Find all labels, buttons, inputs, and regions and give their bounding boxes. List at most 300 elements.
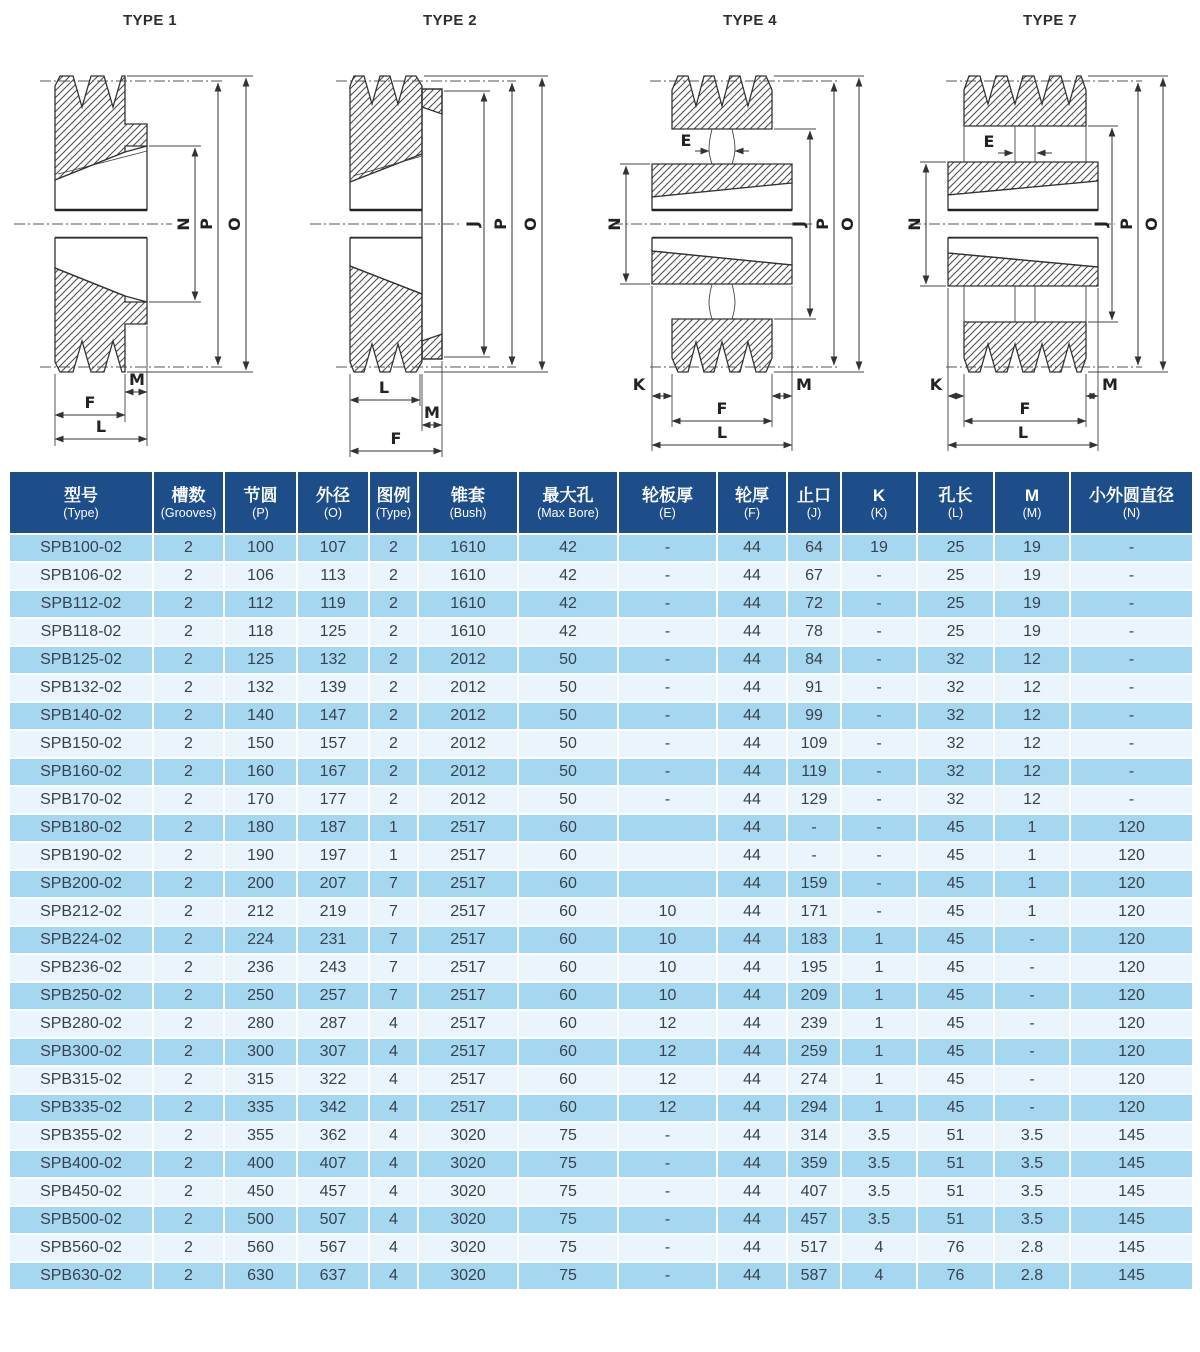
table-cell: 1 xyxy=(841,954,917,982)
table-cell: 160 xyxy=(224,758,297,786)
table-row xyxy=(9,1206,1193,1234)
table-cell: 3.5 xyxy=(994,1150,1070,1178)
table-cell: 45 xyxy=(917,1066,994,1094)
figure-type-2 xyxy=(300,8,600,470)
table-cell: 45 xyxy=(917,1010,994,1038)
column-header: M (M) xyxy=(994,471,1070,534)
table-cell: 4 xyxy=(841,1262,917,1290)
table-cell: SPB400-02 xyxy=(9,1150,153,1178)
column-header: 槽数 (Grooves) xyxy=(153,471,224,534)
table-cell: 280 xyxy=(224,1010,297,1038)
table-cell: 3020 xyxy=(418,1262,518,1290)
table-cell: 125 xyxy=(297,618,369,646)
table-row xyxy=(9,562,1193,590)
table-cell: - xyxy=(618,562,717,590)
table-cell: 2517 xyxy=(418,1066,518,1094)
table-cell: 2 xyxy=(369,646,418,674)
table-row xyxy=(9,898,1193,926)
table-cell: 4 xyxy=(369,1262,418,1290)
table-cell: 231 xyxy=(297,926,369,954)
table-cell: 4 xyxy=(369,1178,418,1206)
table-row xyxy=(9,534,1193,562)
table-cell: 2 xyxy=(369,702,418,730)
table-cell: 44 xyxy=(717,842,787,870)
dim-label-J: J xyxy=(463,221,482,227)
table-cell: 4 xyxy=(369,1150,418,1178)
table-cell: 1 xyxy=(994,870,1070,898)
table-row xyxy=(9,1010,1193,1038)
table-cell: 212 xyxy=(224,898,297,926)
table-cell: 12 xyxy=(618,1010,717,1038)
table-cell: 44 xyxy=(717,786,787,814)
table-cell: SPB300-02 xyxy=(9,1038,153,1066)
table-cell: - xyxy=(618,758,717,786)
table-cell: - xyxy=(841,646,917,674)
table-cell: 75 xyxy=(518,1178,618,1206)
table-cell: 2 xyxy=(153,534,224,562)
table-cell: 207 xyxy=(297,870,369,898)
table-cell: 1 xyxy=(841,982,917,1010)
table-cell: - xyxy=(618,702,717,730)
table-cell: 45 xyxy=(917,982,994,1010)
table-cell: 32 xyxy=(917,786,994,814)
table-cell: SPB200-02 xyxy=(9,870,153,898)
table-cell: 3020 xyxy=(418,1150,518,1178)
table-cell: 167 xyxy=(297,758,369,786)
table-cell: SPB560-02 xyxy=(9,1234,153,1262)
table-cell: - xyxy=(618,1234,717,1262)
table-cell: - xyxy=(1070,786,1193,814)
table-row xyxy=(9,1150,1193,1178)
table-cell: 99 xyxy=(787,702,841,730)
column-header: K (K) xyxy=(841,471,917,534)
dim-label-M: M xyxy=(424,403,440,422)
table-cell: 44 xyxy=(717,814,787,842)
table-cell: SPB100-02 xyxy=(9,534,153,562)
table-cell: 2012 xyxy=(418,758,518,786)
table-cell: 457 xyxy=(787,1206,841,1234)
table-cell: 2517 xyxy=(418,842,518,870)
table-cell: - xyxy=(618,674,717,702)
column-header: 轮板厚 (E) xyxy=(618,471,717,534)
table-cell: 120 xyxy=(1070,1094,1193,1122)
table-cell: 44 xyxy=(717,758,787,786)
table-row xyxy=(9,1066,1193,1094)
table-cell: 2 xyxy=(153,814,224,842)
table-cell: 2 xyxy=(153,702,224,730)
table-cell: 3020 xyxy=(418,1178,518,1206)
table-cell: 51 xyxy=(917,1150,994,1178)
table-cell: 25 xyxy=(917,618,994,646)
table-cell: SPB180-02 xyxy=(9,814,153,842)
table-cell: 50 xyxy=(518,758,618,786)
table-cell: 3.5 xyxy=(841,1178,917,1206)
dim-label-N: N xyxy=(905,217,924,231)
table-cell: 457 xyxy=(297,1178,369,1206)
table-cell: 2517 xyxy=(418,926,518,954)
table-cell: 560 xyxy=(224,1234,297,1262)
table-cell: 567 xyxy=(297,1234,369,1262)
figure-type-1 xyxy=(0,8,300,470)
table-cell: 3020 xyxy=(418,1234,518,1262)
table-cell: 2517 xyxy=(418,982,518,1010)
table-cell: 335 xyxy=(224,1094,297,1122)
table-cell: 119 xyxy=(787,758,841,786)
table-cell: 45 xyxy=(917,926,994,954)
table-cell: 12 xyxy=(618,1066,717,1094)
table-cell: 2 xyxy=(153,1066,224,1094)
table-cell: 145 xyxy=(1070,1178,1193,1206)
table-cell: 3.5 xyxy=(841,1122,917,1150)
table-cell: 2012 xyxy=(418,674,518,702)
table-cell: - xyxy=(841,618,917,646)
dim-label-P: P xyxy=(813,218,832,230)
table-cell: 517 xyxy=(787,1234,841,1262)
table-cell: 7 xyxy=(369,982,418,1010)
table-cell: - xyxy=(618,1206,717,1234)
table-cell: SPB280-02 xyxy=(9,1010,153,1038)
table-cell: 44 xyxy=(717,562,787,590)
table-cell: 1 xyxy=(994,842,1070,870)
table-cell: 587 xyxy=(787,1262,841,1290)
table-cell: - xyxy=(618,1150,717,1178)
table-cell: 171 xyxy=(787,898,841,926)
table-cell: 2 xyxy=(369,786,418,814)
table-row xyxy=(9,758,1193,786)
table-cell: 44 xyxy=(717,1206,787,1234)
table-cell: SPB125-02 xyxy=(9,646,153,674)
table-cell: 2 xyxy=(153,982,224,1010)
table-cell: 44 xyxy=(717,926,787,954)
table-cell: 314 xyxy=(787,1122,841,1150)
table-cell: 315 xyxy=(224,1066,297,1094)
table-cell: 25 xyxy=(917,534,994,562)
table-cell: 322 xyxy=(297,1066,369,1094)
table-cell: 1 xyxy=(841,1094,917,1122)
table-cell: 75 xyxy=(518,1234,618,1262)
table-row xyxy=(9,1038,1193,1066)
table-cell: 2 xyxy=(153,646,224,674)
table-cell: SPB170-02 xyxy=(9,786,153,814)
dim-label-O: O xyxy=(521,217,540,231)
table-cell: 100 xyxy=(224,534,297,562)
table-cell: 630 xyxy=(224,1262,297,1290)
figure-type-7 xyxy=(900,8,1200,470)
table-cell: 3020 xyxy=(418,1122,518,1150)
table-row xyxy=(9,982,1193,1010)
table-cell: 50 xyxy=(518,674,618,702)
table-cell: 3.5 xyxy=(994,1206,1070,1234)
table-cell: 2517 xyxy=(418,954,518,982)
table-cell: 75 xyxy=(518,1150,618,1178)
table-cell: 120 xyxy=(1070,1066,1193,1094)
table-cell: - xyxy=(787,842,841,870)
table-cell: 3.5 xyxy=(994,1122,1070,1150)
table-cell: 120 xyxy=(1070,814,1193,842)
table-cell: 60 xyxy=(518,1010,618,1038)
table-cell: 170 xyxy=(224,786,297,814)
table-cell: 2 xyxy=(153,1234,224,1262)
table-cell: 44 xyxy=(717,618,787,646)
table-cell: 1 xyxy=(841,926,917,954)
table-cell: - xyxy=(994,1094,1070,1122)
dim-label-M: M xyxy=(129,370,145,389)
table-cell: 300 xyxy=(224,1038,297,1066)
column-header: 孔长 (L) xyxy=(917,471,994,534)
table-cell: 1610 xyxy=(418,562,518,590)
table-cell: 50 xyxy=(518,786,618,814)
table-cell: 157 xyxy=(297,730,369,758)
table-cell: 12 xyxy=(994,786,1070,814)
type-7-drawing xyxy=(900,34,1200,464)
table-cell: 2 xyxy=(153,926,224,954)
table-cell: 2 xyxy=(153,1122,224,1150)
table-cell: 2517 xyxy=(418,1010,518,1038)
table-cell: 2 xyxy=(153,1010,224,1038)
table-row xyxy=(9,1262,1193,1290)
table-cell: 145 xyxy=(1070,1122,1193,1150)
table-cell: 42 xyxy=(518,618,618,646)
table-cell: 119 xyxy=(297,590,369,618)
table-cell: 60 xyxy=(518,1038,618,1066)
table-cell: 78 xyxy=(787,618,841,646)
table-cell: 2 xyxy=(153,1150,224,1178)
table-cell: 10 xyxy=(618,898,717,926)
spec-table-header-row xyxy=(9,471,1193,534)
table-cell: 2 xyxy=(369,590,418,618)
table-cell: 42 xyxy=(518,534,618,562)
table-cell: - xyxy=(1070,730,1193,758)
table-cell xyxy=(618,842,717,870)
table-cell: 91 xyxy=(787,674,841,702)
table-cell: 132 xyxy=(297,646,369,674)
table-cell: 60 xyxy=(518,954,618,982)
table-cell: 180 xyxy=(224,814,297,842)
table-cell: 60 xyxy=(518,814,618,842)
table-cell: 4 xyxy=(369,1094,418,1122)
table-cell: 19 xyxy=(994,562,1070,590)
table-cell: - xyxy=(1070,702,1193,730)
table-cell: 3020 xyxy=(418,1206,518,1234)
table-cell: SPB630-02 xyxy=(9,1262,153,1290)
dim-label-F: F xyxy=(390,429,402,448)
table-cell: 60 xyxy=(518,870,618,898)
table-cell: 44 xyxy=(717,1234,787,1262)
table-row xyxy=(9,1094,1193,1122)
table-cell: 2 xyxy=(369,674,418,702)
table-cell: 159 xyxy=(787,870,841,898)
table-cell: 113 xyxy=(297,562,369,590)
table-cell: 177 xyxy=(297,786,369,814)
type-2-drawing xyxy=(300,34,600,464)
table-row xyxy=(9,954,1193,982)
table-cell: - xyxy=(1070,590,1193,618)
table-cell: 2 xyxy=(369,618,418,646)
table-cell: 2517 xyxy=(418,870,518,898)
table-cell: 224 xyxy=(224,926,297,954)
table-cell: 2 xyxy=(153,590,224,618)
table-cell: SPB132-02 xyxy=(9,674,153,702)
table-cell: 60 xyxy=(518,926,618,954)
table-cell: 4 xyxy=(369,1066,418,1094)
table-cell: 7 xyxy=(369,870,418,898)
table-cell: 4 xyxy=(369,1122,418,1150)
column-header: 小外圆直径 (N) xyxy=(1070,471,1193,534)
column-header: 锥套 (Bush) xyxy=(418,471,518,534)
table-cell: 407 xyxy=(787,1178,841,1206)
table-cell: 257 xyxy=(297,982,369,1010)
table-cell: 64 xyxy=(787,534,841,562)
table-cell: 2 xyxy=(153,1262,224,1290)
table-cell: 274 xyxy=(787,1066,841,1094)
table-cell: 44 xyxy=(717,1038,787,1066)
column-header: 轮厚 (F) xyxy=(717,471,787,534)
table-cell: 219 xyxy=(297,898,369,926)
table-cell: 45 xyxy=(917,842,994,870)
column-header: 止口 (J) xyxy=(787,471,841,534)
table-cell: 2012 xyxy=(418,702,518,730)
table-cell: 118 xyxy=(224,618,297,646)
table-cell: 2 xyxy=(153,1178,224,1206)
table-cell: - xyxy=(994,982,1070,1010)
table-cell: 44 xyxy=(717,1010,787,1038)
table-cell: 259 xyxy=(787,1038,841,1066)
dim-label-F: F xyxy=(716,399,728,418)
table-cell: 2 xyxy=(369,562,418,590)
column-header: 节圆 (P) xyxy=(224,471,297,534)
table-row xyxy=(9,1234,1193,1262)
table-cell: - xyxy=(841,730,917,758)
table-cell: 450 xyxy=(224,1178,297,1206)
table-cell: 60 xyxy=(518,898,618,926)
table-cell: 107 xyxy=(297,534,369,562)
table-cell: 2 xyxy=(153,870,224,898)
table-cell: - xyxy=(618,534,717,562)
table-row xyxy=(9,786,1193,814)
table-cell: 10 xyxy=(618,954,717,982)
table-cell: 362 xyxy=(297,1122,369,1150)
table-cell: - xyxy=(841,786,917,814)
table-cell: 50 xyxy=(518,702,618,730)
table-cell: 125 xyxy=(224,646,297,674)
table-cell: 3.5 xyxy=(841,1150,917,1178)
table-row xyxy=(9,702,1193,730)
table-cell: 637 xyxy=(297,1262,369,1290)
table-cell: 42 xyxy=(518,562,618,590)
table-cell: - xyxy=(841,758,917,786)
table-cell: 84 xyxy=(787,646,841,674)
table-cell: 120 xyxy=(1070,842,1193,870)
table-cell: 2 xyxy=(153,730,224,758)
dim-label-O: O xyxy=(838,217,857,231)
table-cell: 45 xyxy=(917,898,994,926)
table-cell: 1610 xyxy=(418,534,518,562)
table-cell: 1610 xyxy=(418,618,518,646)
table-cell: 2 xyxy=(153,562,224,590)
table-cell: SPB315-02 xyxy=(9,1066,153,1094)
table-cell: - xyxy=(787,814,841,842)
table-cell: 76 xyxy=(917,1262,994,1290)
table-cell: SPB450-02 xyxy=(9,1178,153,1206)
table-cell: 44 xyxy=(717,1150,787,1178)
table-cell: 195 xyxy=(787,954,841,982)
table-cell: 1 xyxy=(841,1038,917,1066)
table-cell: 45 xyxy=(917,1038,994,1066)
table-cell: 4 xyxy=(841,1234,917,1262)
table-cell: - xyxy=(618,618,717,646)
table-cell: 1 xyxy=(994,814,1070,842)
table-cell: 2012 xyxy=(418,730,518,758)
table-cell: 44 xyxy=(717,1094,787,1122)
table-cell: 44 xyxy=(717,534,787,562)
table-cell: 44 xyxy=(717,954,787,982)
table-cell: 120 xyxy=(1070,954,1193,982)
table-cell: 12 xyxy=(994,646,1070,674)
figure-type-4 xyxy=(600,8,900,470)
column-header: 型号 (Type) xyxy=(9,471,153,534)
table-cell: - xyxy=(1070,674,1193,702)
table-cell: 197 xyxy=(297,842,369,870)
table-cell: 120 xyxy=(1070,982,1193,1010)
table-cell: 44 xyxy=(717,1066,787,1094)
table-cell: SPB106-02 xyxy=(9,562,153,590)
dim-label-F: F xyxy=(84,393,96,412)
table-cell: 400 xyxy=(224,1150,297,1178)
figure-title: TYPE 1 xyxy=(122,12,178,29)
table-cell: 19 xyxy=(994,534,1070,562)
table-cell: SPB224-02 xyxy=(9,926,153,954)
table-cell: 2517 xyxy=(418,898,518,926)
table-row xyxy=(9,646,1193,674)
dim-label-N: N xyxy=(174,217,193,231)
table-cell: 60 xyxy=(518,1094,618,1122)
table-cell: - xyxy=(841,562,917,590)
dim-label-P: P xyxy=(1117,218,1136,230)
table-cell: 44 xyxy=(717,702,787,730)
table-cell: SPB355-02 xyxy=(9,1122,153,1150)
table-cell: SPB150-02 xyxy=(9,730,153,758)
table-cell: - xyxy=(841,870,917,898)
table-row xyxy=(9,1178,1193,1206)
table-cell: - xyxy=(994,1010,1070,1038)
table-cell: SPB112-02 xyxy=(9,590,153,618)
table-cell xyxy=(618,870,717,898)
table-cell: 44 xyxy=(717,1122,787,1150)
table-cell: 42 xyxy=(518,590,618,618)
table-cell: - xyxy=(1070,618,1193,646)
table-cell: 4 xyxy=(369,1206,418,1234)
dim-label-J: J xyxy=(789,221,808,227)
table-cell: - xyxy=(618,1178,717,1206)
table-cell: SPB500-02 xyxy=(9,1206,153,1234)
figures-row xyxy=(0,0,1200,470)
table-cell: 44 xyxy=(717,870,787,898)
table-cell: 2 xyxy=(153,1038,224,1066)
type-4-drawing xyxy=(600,34,900,464)
figure-title: TYPE 7 xyxy=(1022,12,1078,29)
table-cell: 2517 xyxy=(418,1094,518,1122)
dim-label-P: P xyxy=(491,218,510,230)
table-cell: 51 xyxy=(917,1178,994,1206)
table-cell: 75 xyxy=(518,1122,618,1150)
dim-label-E: E xyxy=(983,132,995,151)
table-row xyxy=(9,590,1193,618)
dim-label-P: P xyxy=(197,218,216,230)
table-cell: 287 xyxy=(297,1010,369,1038)
table-cell: 4 xyxy=(369,1038,418,1066)
table-cell: - xyxy=(841,842,917,870)
table-cell: 120 xyxy=(1070,926,1193,954)
